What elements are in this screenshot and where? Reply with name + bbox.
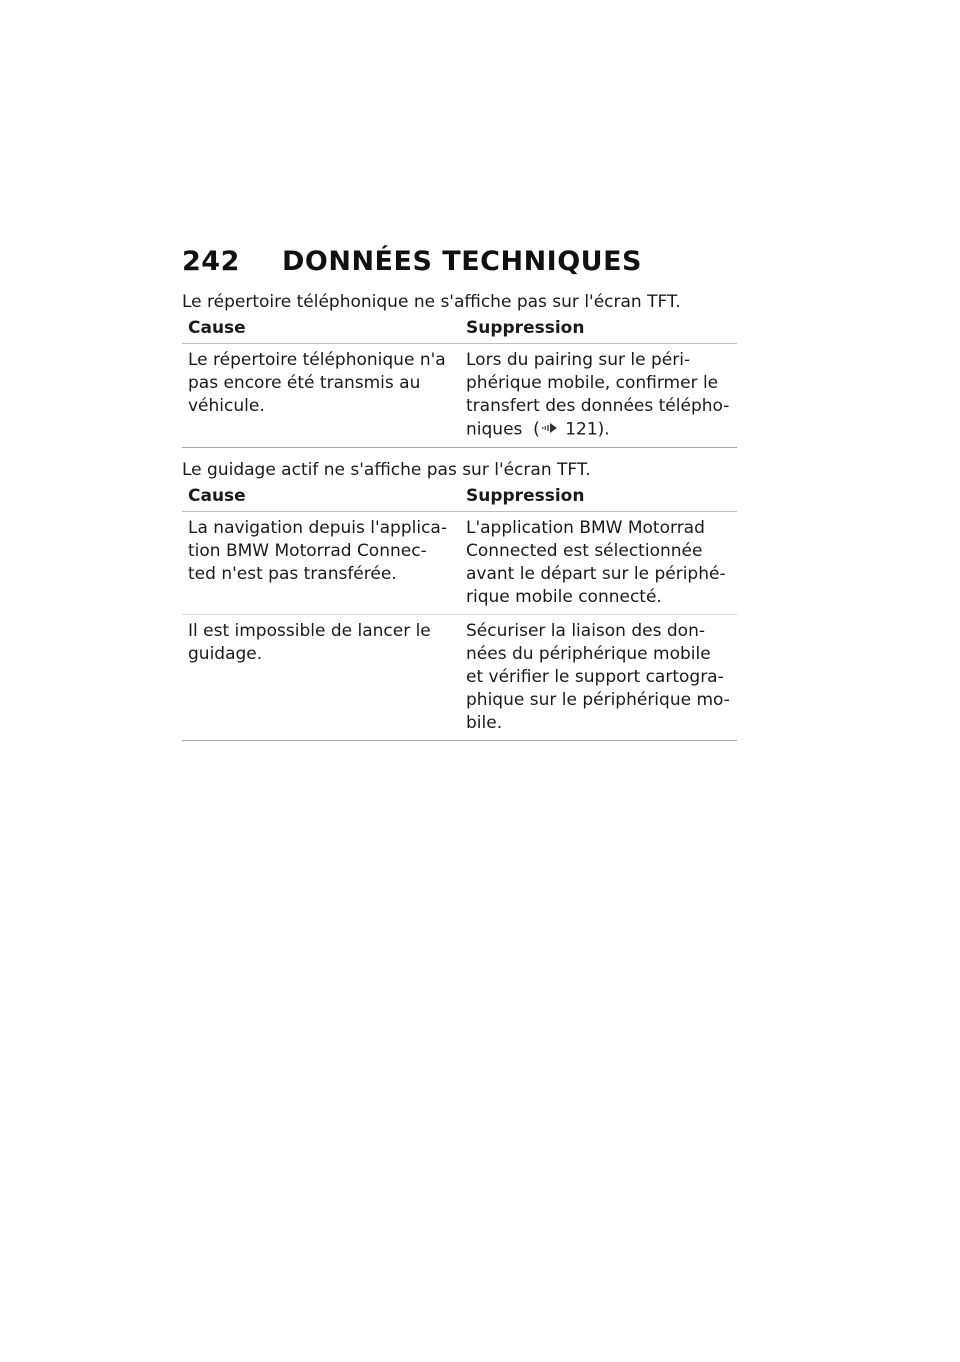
text-line: La navigation depuis l'applica- xyxy=(188,518,447,538)
text-line: ted n'est pas transférée. xyxy=(188,564,397,584)
text-line: tion BMW Motorrad Connec- xyxy=(188,541,427,561)
text-line: phique sur le périphérique mo- xyxy=(466,690,730,710)
column-header-cause: Cause xyxy=(182,317,460,344)
troubleshooting-section-phonebook xyxy=(182,291,737,448)
table-row xyxy=(182,512,737,615)
text-line: phérique mobile, confirmer le xyxy=(466,373,719,393)
cause-cell xyxy=(182,512,460,615)
page-reference-arrow-icon[interactable] xyxy=(542,418,558,441)
remedy-cell xyxy=(460,615,737,741)
text-line: Le répertoire téléphonique n'a xyxy=(188,350,446,370)
page-header xyxy=(182,246,642,277)
page-reference-line xyxy=(466,418,731,442)
text-line: L'application BMW Motorrad xyxy=(466,518,705,538)
text-line: pas encore été transmis au xyxy=(188,373,421,393)
text-line: véhicule. xyxy=(188,396,265,416)
cause-cell xyxy=(182,615,460,741)
text-line: avant le départ sur le périphé- xyxy=(466,564,726,584)
page-reference-number[interactable]: 121). xyxy=(559,419,610,440)
text-line: Lors du pairing sur le péri- xyxy=(466,350,691,370)
page-title: DONNÉES TECHNIQUES xyxy=(282,246,642,277)
cause-cell xyxy=(182,344,460,448)
column-header-remedy: Suppression xyxy=(460,317,737,344)
column-header-cause: Cause xyxy=(182,485,460,512)
table-header-row xyxy=(182,485,737,512)
text-line: et vérifier le support cartogra- xyxy=(466,667,724,687)
text-fragment: niques ( xyxy=(466,419,540,440)
text-line: transfert des données télépho- xyxy=(466,396,730,416)
table-header-row xyxy=(182,317,737,344)
text-line: Sécuriser la liaison des don- xyxy=(466,621,705,641)
text-line: rique mobile connecté. xyxy=(466,587,662,607)
table-row xyxy=(182,344,737,448)
problem-statement: Le guidage actif ne s'affiche pas sur l'écran TFT. xyxy=(182,460,591,480)
cause-remedy-table xyxy=(182,317,737,448)
remedy-cell xyxy=(460,512,737,615)
column-header-remedy: Suppression xyxy=(460,485,737,512)
text-line: guidage. xyxy=(188,644,263,664)
text-line: bile. xyxy=(466,713,503,733)
text-line: nées du périphérique mobile xyxy=(466,644,711,664)
troubleshooting-section-guidance xyxy=(182,459,737,741)
text-line: Connected est sélectionnée xyxy=(466,541,703,561)
table-row xyxy=(182,615,737,741)
problem-statement: Le répertoire téléphonique ne s'affiche pas sur l'écran TFT. xyxy=(182,292,681,312)
text-line: Il est impossible de lancer le xyxy=(188,621,431,641)
cause-remedy-table xyxy=(182,485,737,741)
remedy-cell xyxy=(460,344,737,448)
page-number: 242 xyxy=(182,246,240,277)
